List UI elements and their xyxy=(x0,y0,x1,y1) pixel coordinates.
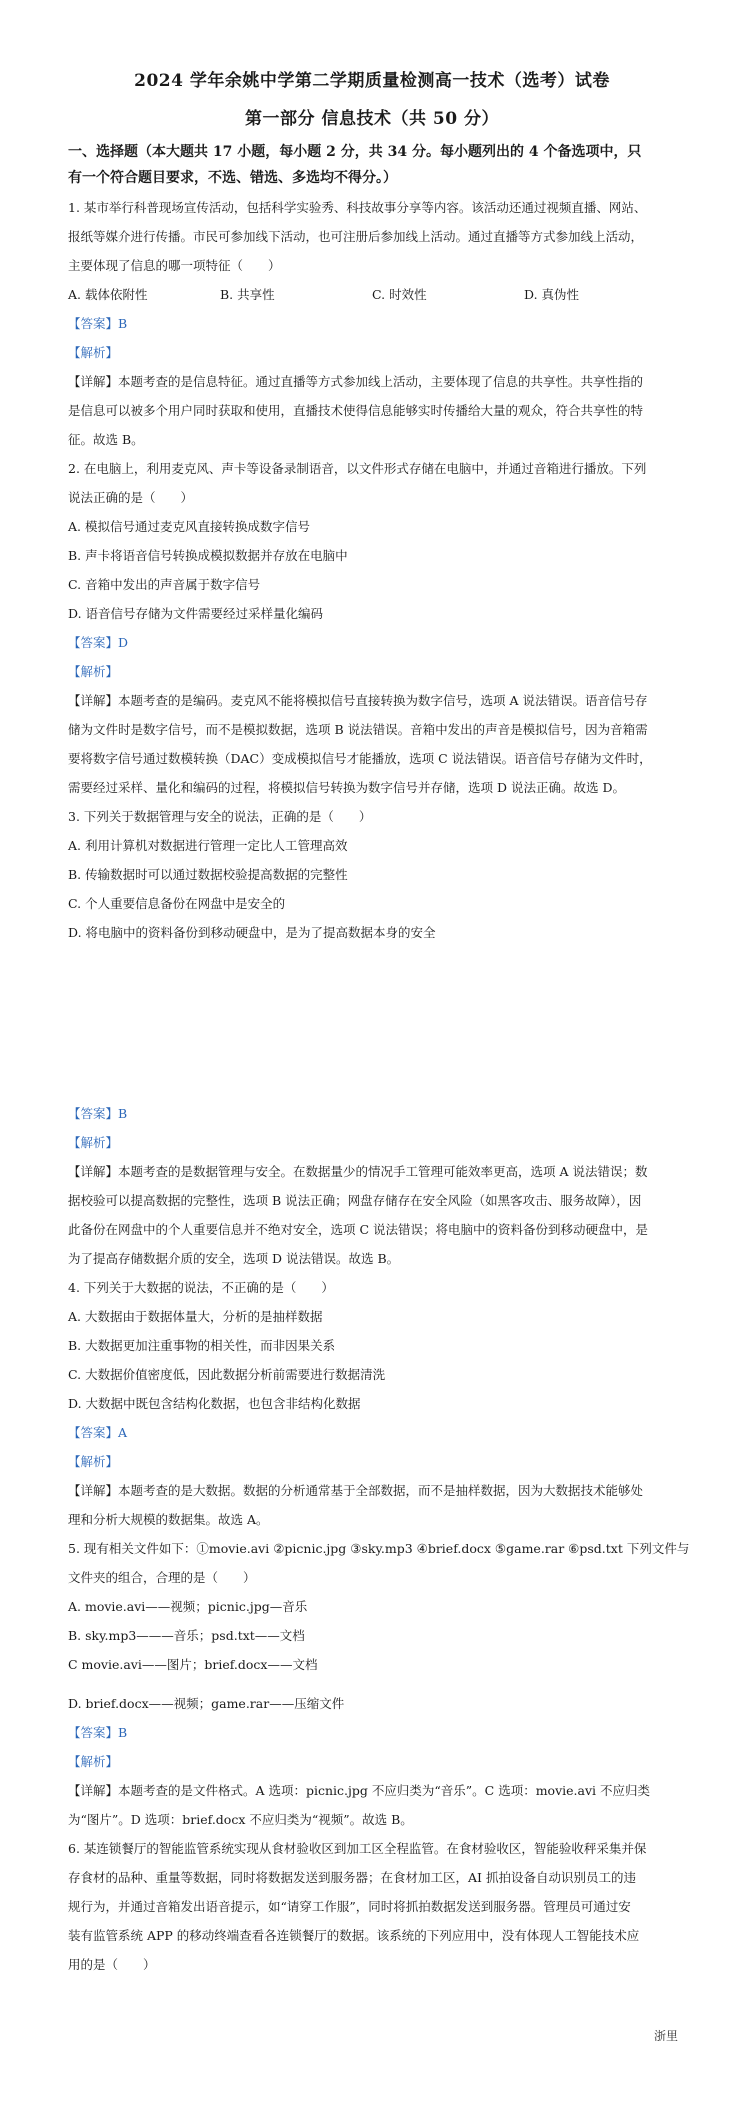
q2-analysis-label: 【解析】 xyxy=(68,664,119,679)
section-heading-line2: 有一个符合题目要求，不选、错选、多选均不得分。） xyxy=(68,170,397,186)
q1-detail-line2: 是信息可以被多个用户同时获取和使用，直播技术使得信息能够实时传播给大量的观众，符合共享性的特 xyxy=(68,403,644,418)
q4-analysis-label: 【解析】 xyxy=(68,1454,119,1469)
q5-option-c: C movie.avi——图片；brief.docx——文档 xyxy=(68,1657,318,1672)
q2-detail-line2: 储为文件时是数字信号，而不是模拟数据，选项 B 说法错误。音箱中发出的声音是模拟信号，因为音箱需 xyxy=(68,722,648,737)
q1-option-c: C. 时效性 xyxy=(372,287,427,302)
q5-option-b: B. sky.mp3———音乐；psd.txt——文档 xyxy=(68,1628,305,1643)
q2-option-d: D. 语音信号存储为文件需要经过采样量化编码 xyxy=(68,606,324,621)
q3-answer: 【答案】B xyxy=(68,1106,128,1121)
footer-mark: 浙里 xyxy=(654,2029,679,2043)
q5-detail-line2: 为“图片”。D 选项：brief.docx 不应归类为“视频”。故选 B。 xyxy=(68,1812,413,1827)
q1-detail-line1: 【详解】本题考查的是信息特征。通过直播等方式参加线上活动，主要体现了信息的共享性。共享性指的 xyxy=(68,374,644,389)
q6-stem-line3: 规行为，并通过音箱发出语音提示，如“请穿工作服”，同时将抓拍数据发送到服务器。管理员可通过安 xyxy=(68,1899,631,1914)
q2-detail-line1: 【详解】本题考查的是编码。麦克风不能将模拟信号直接转换为数字信号，选项 A 说法错误。语音信号存 xyxy=(68,693,648,708)
q1-stem-line3: 主要体现了信息的哪一项特征（ ） xyxy=(68,258,281,273)
q3-analysis-label: 【解析】 xyxy=(68,1135,119,1150)
q4-stem-line1: 4. 下列关于大数据的说法，不正确的是（ ） xyxy=(68,1280,334,1295)
q1-stem-line2: 报纸等媒介进行传播。市民可参加线下活动，也可注册后参加线上活动。通过直播等方式参加线上活动， xyxy=(68,229,644,244)
q6-stem-line1: 6. 某连锁餐厅的智能监管系统实现从食材验收区到加工区全程监管。在食材验收区，智能验收秤采集并保 xyxy=(68,1841,647,1856)
q4-option-c: C. 大数据价值密度低，因此数据分析前需要进行数据清洗 xyxy=(68,1367,386,1382)
q2-option-a: A. 模拟信号通过麦克风直接转换成数字信号 xyxy=(68,519,310,534)
q2-detail-line3: 要将数字信号通过数模转换（DAC）变成模拟信号才能播放，选项 C 说法错误。语音信号存储为文件时， xyxy=(68,751,652,766)
q5-detail-line1: 【详解】本题考查的是文件格式。A 选项：picnic.jpg 不应归类为“音乐”。C 选项：movie.avi 不应归类 xyxy=(68,1783,650,1798)
q1-option-d: D. 真伪性 xyxy=(524,287,580,302)
q3-detail-line3: 此备份在网盘中的个人重要信息并不绝对安全，选项 C 说法错误；将电脑中的资料备份到移动硬盘中，是 xyxy=(68,1222,649,1237)
q1-answer: 【答案】B xyxy=(68,316,128,331)
q4-detail-line1: 【详解】本题考查的是大数据。数据的分析通常基于全部数据，而不是抽样数据，因为大数据技术能够处 xyxy=(68,1483,644,1498)
q2-detail-line4: 需要经过采样、量化和编码的过程，将模拟信号转换为数字信号并存储，选项 D 说法正确。故选 D。 xyxy=(68,780,625,795)
q5-option-d: D. brief.docx——视频；game.rar——压缩文件 xyxy=(68,1696,345,1711)
q5-analysis-label: 【解析】 xyxy=(68,1754,119,1769)
q5-answer: 【答案】B xyxy=(68,1725,128,1740)
part-title: 第一部分 信息技术（共 50 分） xyxy=(245,109,499,129)
q3-stem-line1: 3. 下列关于数据管理与安全的说法，正确的是（ ） xyxy=(68,809,372,824)
q4-option-a: A. 大数据由于数据体量大，分析的是抽样数据 xyxy=(68,1309,323,1324)
q4-detail-line2: 理和分析大规模的数据集。故选 A。 xyxy=(68,1512,269,1527)
q1-option-a: A. 载体依附性 xyxy=(68,287,148,302)
q2-option-c: C. 音箱中发出的声音属于数字信号 xyxy=(68,577,261,592)
q3-detail-line1: 【详解】本题考查的是数据管理与安全。在数据量少的情况手工管理可能效率更高，选项 A 说法错误；数 xyxy=(68,1164,648,1179)
q1-analysis-label: 【解析】 xyxy=(68,345,119,360)
q5-option-a: A. movie.avi——视频；picnic.jpg—音乐 xyxy=(68,1599,308,1614)
q2-stem-line2: 说法正确的是（ ） xyxy=(68,490,194,505)
q5-stem-line2: 文件夹的组合，合理的是（ ） xyxy=(68,1570,256,1585)
q3-detail-line4: 为了提高存储数据介质的安全，选项 D 说法错误。故选 B。 xyxy=(68,1251,400,1266)
q3-detail-line2: 据校验可以提高数据的完整性，选项 B 说法正确；网盘存储存在安全风险（如黑客攻击、服务故障），因 xyxy=(68,1193,642,1208)
q6-stem-line5: 用的是（ ） xyxy=(68,1957,156,1972)
q3-option-d: D. 将电脑中的资料备份到移动硬盘中，是为了提高数据本身的安全 xyxy=(68,925,436,940)
section-heading-line1: 一、选择题（本大题共 17 小题，每小题 2 分，共 34 分。每小题列出的 4 个备选项中，只 xyxy=(68,144,642,160)
q2-answer: 【答案】D xyxy=(68,635,129,650)
q3-option-b: B. 传输数据时可以通过数据校验提高数据的完整性 xyxy=(68,867,348,882)
q3-option-c: C. 个人重要信息备份在网盘中是安全的 xyxy=(68,896,286,911)
q3-option-a: A. 利用计算机对数据进行管理一定比人工管理高效 xyxy=(68,838,348,853)
q6-stem-line4: 装有监管系统 APP 的移动终端查看各连锁餐厅的数据。该系统的下列应用中，没有体现人工智能技术应 xyxy=(68,1928,640,1943)
q1-stem-line1: 1. 某市举行科普现场宣传活动，包括科学实验秀、科技故事分享等内容。该活动还通过视频直播、网站、 xyxy=(68,200,647,215)
q4-answer: 【答案】A xyxy=(68,1425,128,1440)
q4-option-d: D. 大数据中既包含结构化数据，也包含非结构化数据 xyxy=(68,1396,361,1411)
q2-stem-line1: 2. 在电脑上，利用麦克风、声卡等设备录制语音，以文件形式存储在电脑中，并通过音箱进行播放。下列 xyxy=(68,461,647,476)
q1-detail-line3: 征。故选 B。 xyxy=(68,432,144,447)
q4-option-b: B. 大数据更加注重事物的相关性，而非因果关系 xyxy=(68,1338,336,1353)
q1-option-b: B. 共享性 xyxy=(220,287,275,302)
exam-title: 2024 学年余姚中学第二学期质量检测高一技术（选考）试卷 xyxy=(134,71,610,91)
q6-stem-line2: 存食材的品种、重量等数据，同时将数据发送到服务器；在食材加工区，AI 抓拍设备自动识别员工的违 xyxy=(68,1870,636,1885)
q2-option-b: B. 声卡将语音信号转换成模拟数据并存放在电脑中 xyxy=(68,548,348,563)
q5-stem-line1: 5. 现有相关文件如下：①movie.avi ②picnic.jpg ③sky.mp3 ④brief.docx ⑤game.rar ⑥psd.txt 下列文件与 xyxy=(68,1541,690,1556)
